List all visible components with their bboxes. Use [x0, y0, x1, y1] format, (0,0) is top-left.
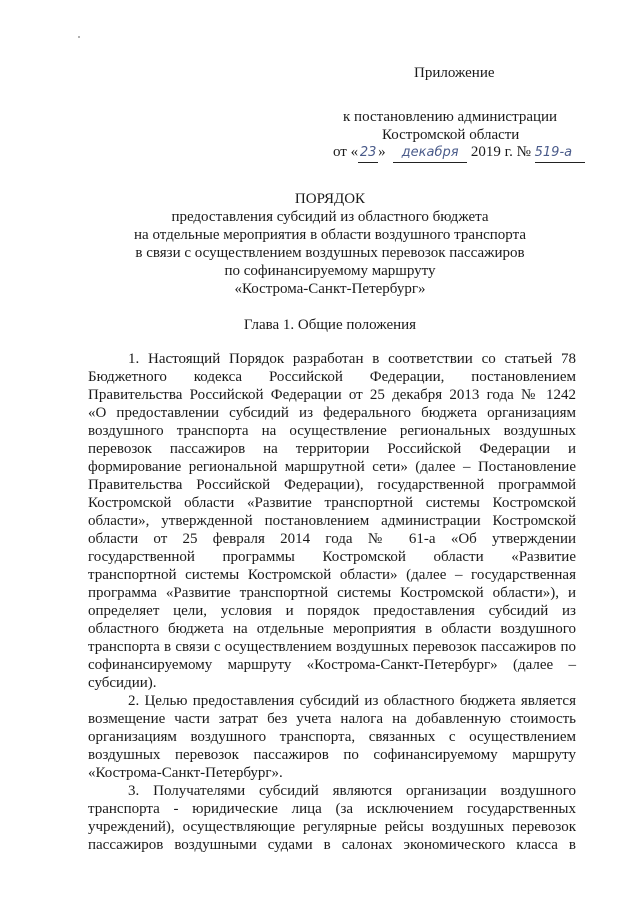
resolution-line: к постановлению администрации: [343, 109, 558, 125]
body-line: субсидии).: [88, 675, 157, 691]
body-line: «Кострома-Санкт-Петербург».: [88, 765, 283, 781]
body-line: формирование региональной маршрутной сети» (далее – Постановление: [88, 459, 576, 475]
body-line: области от 25 февраля 2014 года № 61-а «Об утверждении: [88, 531, 576, 547]
document-title: ПОРЯДОК: [294, 191, 366, 207]
body-line: транспорта в связи с осуществлением воздушных перевозок пассажиров по: [88, 639, 576, 655]
title-subline: предоставления субсидий из областного бюджета: [171, 209, 489, 225]
date-prefix: от «: [333, 144, 359, 160]
body-line: 2. Целью предоставления субсидий из областного бюджета является: [128, 693, 576, 709]
body-line: воздушного транспорта на осуществление региональных воздушных: [88, 423, 576, 439]
body-line: пассажиров воздушными судами в салонах экономического класса в: [88, 837, 576, 853]
body-line: возмещение части затрат без учета налога на добавленную стоимость: [88, 711, 576, 727]
body-line: государственной программы Костромской области «Развитие: [88, 549, 576, 565]
body-line: «О предоставлении субсидий из федерального бюджета организациям: [88, 405, 576, 421]
title-subline: в связи с осуществлением воздушных перевозок пассажиров: [135, 245, 525, 261]
body-line: софинансируемому маршруту «Кострома-Санкт-Петербург» (далее –: [88, 657, 576, 673]
title-subline: на отдельные мероприятия в области воздушного транспорта: [134, 227, 526, 243]
body-line: определяет цели, условия и порядок предоставления субсидий из: [88, 603, 576, 619]
body-line: 1. Настоящий Порядок разработан в соответствии со статьей 78: [128, 351, 576, 367]
title-subline: «Кострома-Санкт-Петербург»: [234, 281, 426, 297]
body-line: Бюджетного кодекса Российской Федерации, постановлением: [88, 369, 576, 385]
body-line: 3. Получателями субсидий являются организации воздушного: [128, 783, 576, 799]
body-line: учреждений), осуществляющие регулярные рейсы воздушных перевозок: [88, 819, 576, 835]
body-line: перевозок пассажиров на территории Российской Федерации и: [88, 441, 576, 457]
body-line: организациям воздушного транспорта, связанных с осуществлением: [88, 729, 576, 745]
body-line: транспортной системы Костромской области» (далее – государственная: [88, 567, 576, 583]
date-year: 2019 г. №: [470, 144, 531, 160]
scan-speck: [78, 36, 80, 38]
date-mid: »: [378, 144, 386, 160]
body-line: программа «Развитие транспортной системы Костромской области»), и: [88, 585, 576, 601]
body-line: областного бюджета на отдельные мероприятия в области воздушного: [88, 621, 576, 637]
date-line: [333, 143, 585, 163]
body-line: транспорта - юридические лица (за исключением государственных: [88, 801, 576, 817]
body-line: Костромской области «Развитие транспортной системы Костромской: [88, 495, 576, 511]
title-subline: по софинансируемому маршруту: [224, 263, 436, 279]
body-line: Правительства Российской Федерации), государственной программой: [88, 477, 576, 493]
body-line: воздушных перевозок пассажиров по софинансируемому маршруту: [88, 747, 576, 763]
date-number: 519-а: [535, 144, 585, 163]
appendix-label: Приложение: [414, 65, 495, 81]
date-day: 23: [358, 144, 378, 163]
body-line: Правительства Российской Федерации от 25 декабря 2013 года № 1242: [88, 387, 576, 403]
region-line: Костромской области: [382, 127, 520, 143]
date-month: декабря: [393, 144, 467, 163]
body-line: области», утвержденной постановлением администрации Костромской: [88, 513, 576, 529]
chapter-heading: Глава 1. Общие положения: [243, 317, 417, 333]
